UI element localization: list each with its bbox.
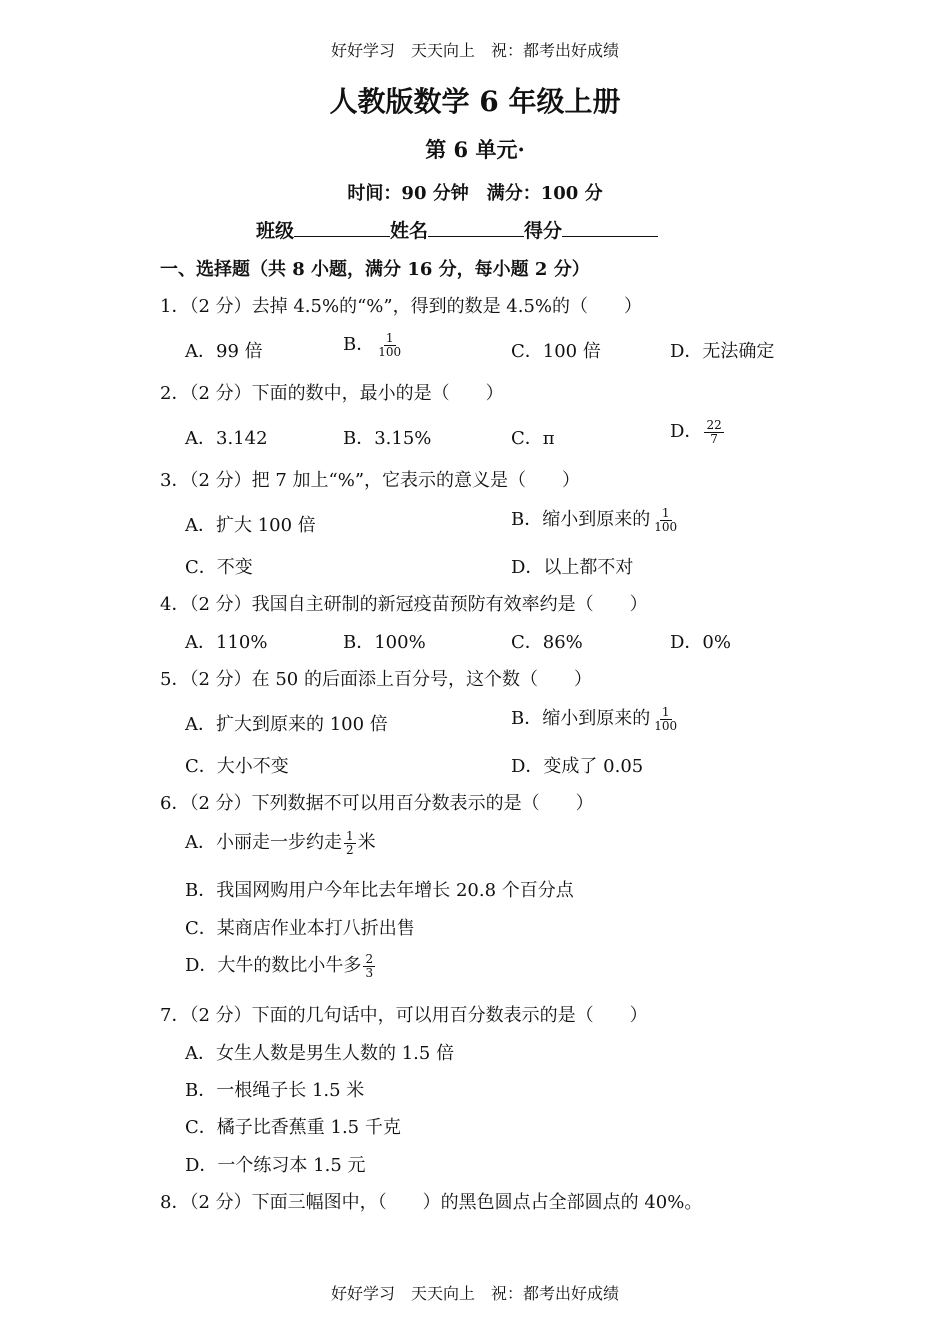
q6-option-c[interactable]: C．某商店作业本打八折出售 <box>185 918 415 939</box>
fraction-numerator: 1 <box>661 505 670 520</box>
fraction-numerator: 2 <box>365 951 374 966</box>
fraction-denominator: 3 <box>365 965 374 980</box>
q6-option-d-label: D．大牛的数比小牛多 <box>185 955 362 976</box>
fraction <box>376 332 403 359</box>
class-blank[interactable] <box>294 218 390 237</box>
unit-title: 第 6 单元· <box>425 137 525 162</box>
question-8: 8．（2 分）下面三幅图中，（ ）的黑色圆点占全部圆点的 40%。 <box>160 1192 703 1213</box>
q3-option-b-label: B．缩小到原来的 <box>511 509 651 530</box>
q6-option-a[interactable] <box>185 828 376 857</box>
student-info-line <box>256 216 658 243</box>
q5-option-c[interactable]: C．大小不变 <box>185 756 289 777</box>
question-2: 2．（2 分）下面的数中，最小的是（ ） <box>160 383 504 404</box>
q1-option-d[interactable]: D．无法确定 <box>670 341 775 362</box>
page-title: 人教版数学 6 年级上册 <box>329 85 621 118</box>
fraction-numerator: 1 <box>346 828 354 843</box>
fraction <box>344 830 356 857</box>
q1-option-b[interactable] <box>343 330 405 359</box>
fraction <box>704 419 723 446</box>
q5-option-a[interactable]: A．扩大到原来的 100 倍 <box>185 714 388 735</box>
q4-option-d[interactable]: D．0% <box>670 632 731 653</box>
q2-option-c[interactable]: C．π <box>511 428 555 449</box>
question-4: 4．（2 分）我国自主研制的新冠疫苗预防有效率约是（ ） <box>160 594 648 615</box>
section-heading: 一、选择题（共 8 小题，满分 16 分，每小题 2 分） <box>160 259 590 280</box>
name-label: 姓名 <box>390 220 429 242</box>
question-3: 3．（2 分）把 7 加上“%”，它表示的意义是（ ） <box>160 470 581 491</box>
fraction-denominator: 2 <box>346 842 354 857</box>
fraction <box>652 706 679 733</box>
q5-option-b[interactable] <box>511 704 681 733</box>
question-5: 5．（2 分）在 50 的后面添上百分号，这个数（ ） <box>160 669 592 690</box>
q7-option-b[interactable]: B．一根绳子长 1.5 米 <box>185 1080 365 1101</box>
q3-option-b[interactable] <box>511 505 681 534</box>
name-blank[interactable] <box>428 218 524 237</box>
q6-option-a-suffix: 米 <box>357 832 376 853</box>
q4-option-b[interactable]: B．100% <box>343 632 426 653</box>
q7-option-d[interactable]: D．一个练习本 1.5 元 <box>185 1155 366 1176</box>
page-footer: 好好学习 天天向上 祝：都考出好成绩 <box>330 1284 619 1303</box>
q2-option-d[interactable] <box>670 417 726 446</box>
page-header: 好好学习 天天向上 祝：都考出好成绩 <box>330 41 619 60</box>
q2-option-a[interactable]: A．3.142 <box>185 428 268 449</box>
q1-option-a[interactable]: A．99 倍 <box>185 341 263 362</box>
question-6: 6．（2 分）下列数据不可以用百分数表示的是（ ） <box>160 793 594 814</box>
q5-option-b-label: B．缩小到原来的 <box>511 708 651 729</box>
q3-option-d[interactable]: D．以上都不对 <box>511 557 634 578</box>
q3-option-a[interactable]: A．扩大 100 倍 <box>185 515 316 536</box>
fraction <box>652 507 679 534</box>
score-blank[interactable] <box>562 218 658 237</box>
question-7: 7．（2 分）下面的几句话中，可以用百分数表示的是（ ） <box>160 1005 648 1026</box>
exam-meta: 时间：90 分钟 满分：100 分 <box>347 183 603 204</box>
fraction-denominator: 100 <box>378 344 402 359</box>
q2-option-d-label: D． <box>670 421 703 442</box>
q3-option-c[interactable]: C．不变 <box>185 557 253 578</box>
fraction-numerator: 1 <box>661 704 670 719</box>
fraction-numerator: 22 <box>706 417 722 432</box>
fraction-denominator: 100 <box>654 519 678 534</box>
q1-option-c[interactable]: C．100 倍 <box>511 341 601 362</box>
q6-option-b[interactable]: B．我国网购用户今年比去年增长 20.8 个百分点 <box>185 880 574 901</box>
q7-option-c[interactable]: C．橘子比香蕉重 1.5 千克 <box>185 1117 401 1138</box>
fraction-numerator: 1 <box>385 330 394 345</box>
question-1: 1．（2 分）去掉 4.5%的“%”，得到的数是 4.5%的（ ） <box>160 296 643 317</box>
q5-option-d[interactable]: D．变成了 0.05 <box>511 756 644 777</box>
fraction <box>363 953 375 980</box>
score-label: 得分 <box>524 220 563 242</box>
q6-option-a-label: A．小丽走一步约走 <box>185 832 342 853</box>
q1-option-b-label: B． <box>343 334 375 355</box>
fraction-denominator: 7 <box>710 431 718 446</box>
q6-option-d[interactable] <box>185 951 377 980</box>
q7-option-a[interactable]: A．女生人数是男生人数的 1.5 倍 <box>185 1043 455 1064</box>
q2-option-b[interactable]: B．3.15% <box>343 428 432 449</box>
fraction-denominator: 100 <box>654 718 678 733</box>
q4-option-c[interactable]: C．86% <box>511 632 583 653</box>
q4-option-a[interactable]: A．110% <box>185 632 268 653</box>
class-label: 班级 <box>256 220 295 242</box>
